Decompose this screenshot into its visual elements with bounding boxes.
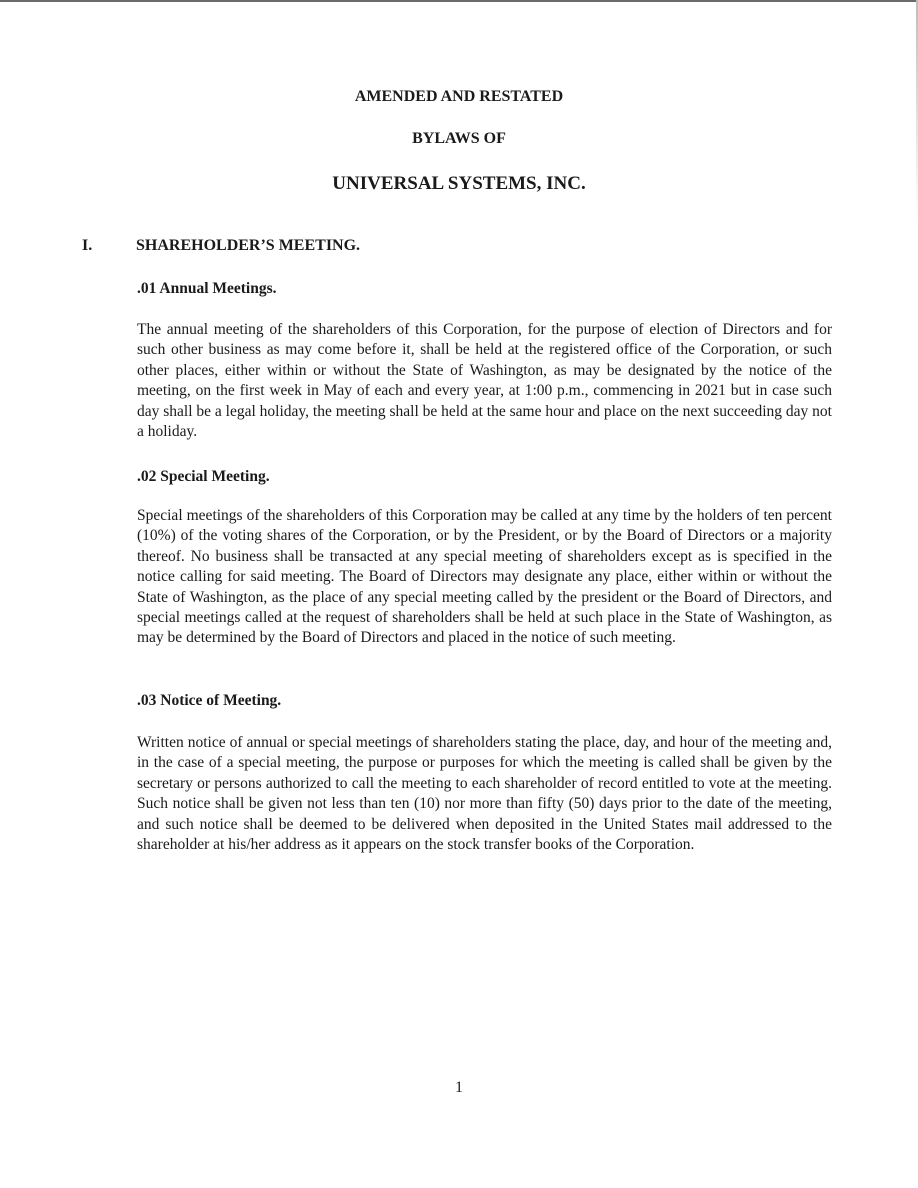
subsection-heading-notice-of-meeting: .03 Notice of Meeting. [137, 692, 282, 709]
paragraph-special-meeting: Special meetings of the shareholders of this Corporation may be called at any time by the holders of ten percent (10%) of the voting shares of the Corporation, or by the President, or by the Board of Directors or a majority thereof. No business shall be transacted at any special meeting of shareholders except as is specified in the notice calling for said meeting. The Board of Directors may designate any place, either within or without the State of Washington, as the place of any special meeting called by the president or the Board of Directors, and special meetings called at the request of shareholders shall be held at such place in the State of Washington, as may be determined by the Board of Directors and placed in the notice of such meeting. [137, 507, 832, 647]
document-heading-bylaws: BYLAWS OF [412, 130, 506, 147]
page-number: 1 [455, 1079, 463, 1096]
company-name: UNIVERSAL SYSTEMS, INC. [332, 173, 586, 194]
paragraph-annual-meetings: The annual meeting of the shareholders of this Corporation, for the purpose of election of Directors and for such other business as may come before it, shall be held at the registered office of the Corporation, or such other places, either within or without the State of Washington, as may be designated by the notice of the meeting, on the first week in May of each and every year, at 1:00 p.m., commencing in 2021 but in case such day shall be a legal holiday, the meeting shall be held at the same hour and place on the next succeeding day not a holiday. [137, 321, 832, 441]
document-heading-amended: AMENDED AND RESTATED [354, 88, 564, 105]
scan-edge-top [0, 0, 918, 2]
section-title: SHAREHOLDER’S MEETING. [136, 237, 361, 254]
paragraph-notice-of-meeting: Written notice of annual or special meetings of shareholders stating the place, day, and hour of the meeting and, in the case of a special meeting, the purpose or purposes for which the meeting is called shall be given by the secretary or persons authorized to call the meeting to each shareholder of record entitled to vote at the meeting. Such notice shall be given not less than ten (10) nor more than fifty (50) days prior to the date of the meeting, and such notice shall be deemed to be delivered when deposited in the United States mail addressed to the shareholder at his/her address as it appears on the stock transfer books of the Corporation. [137, 734, 832, 854]
subsection-heading-annual-meetings: .01 Annual Meetings. [137, 280, 277, 297]
section-number: I. [82, 237, 93, 254]
subsection-heading-special-meeting: .02 Special Meeting. [137, 468, 270, 485]
